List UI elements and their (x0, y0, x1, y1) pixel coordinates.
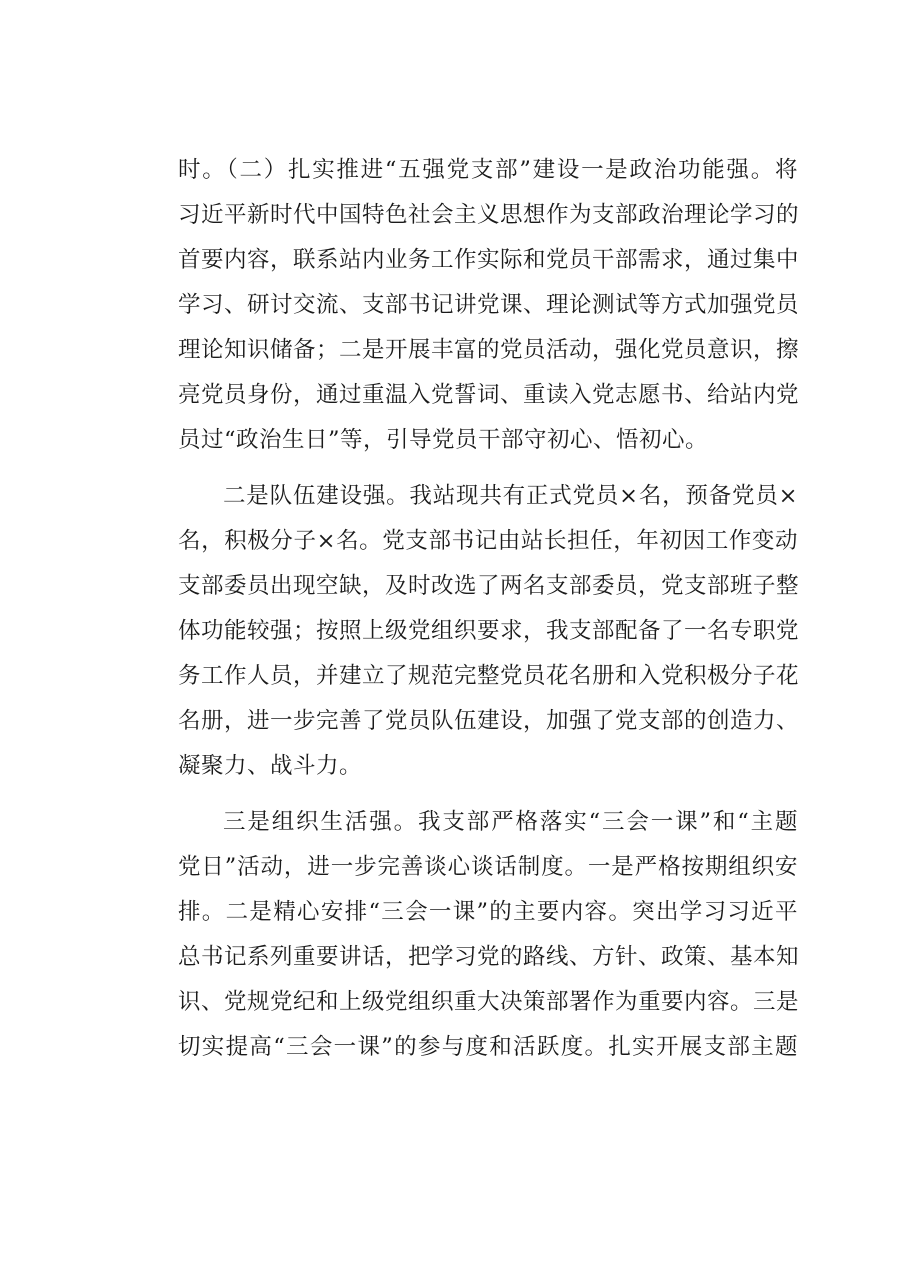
text-line: 切实提高“三会一课”的参与度和活跃度。扎实开展支部主题 (178, 1034, 798, 1060)
paragraph-spacer (178, 789, 798, 800)
text-line: 名册，进一步完善了党员队伍建设，加强了党支部的创造力、 (178, 708, 800, 734)
text-line: 支部委员出现空缺，及时改选了两名支部委员，党支部班子整 (178, 573, 800, 599)
paragraph-2 (178, 474, 798, 789)
text-line: 体功能较强；按照上级党组织要求，我支部配备了一名专职党 (178, 618, 800, 644)
text-line: 党日”活动，进一步完善谈心谈话制度。一是严格按期组织安 (178, 854, 798, 880)
text-line: 理论知识储备；二是开展丰富的党员活动，强化党员意识，擦 (178, 337, 800, 363)
paragraph-3 (178, 800, 798, 1070)
text-line: 亮党员身份，通过重温入党誓词、重读入党志愿书、给站内党 (178, 382, 800, 408)
text-line: 时。（二）扎实推进“五强党支部”建设一是政治功能强。将 (178, 157, 798, 183)
text-line: 二是队伍建设强。我站现共有正式党员×名，预备党员× (223, 483, 798, 509)
text-line: 首要内容，联系站内业务工作实际和党员干部需求，通过集中 (178, 247, 800, 273)
paragraph-1 (178, 148, 798, 463)
text-line: 名，积极分子×名。党支部书记由站长担任，年初因工作变动 (178, 528, 798, 554)
paragraph-spacer (178, 463, 798, 474)
text-line: 三是组织生活强。我支部严格落实“三会一课”和“主题 (223, 809, 798, 835)
text-line: 员过“政治生日”等，引导党员干部守初心、悟初心。 (178, 427, 709, 453)
text-line: 总书记系列重要讲话，把学习党的路线、方针、政策、基本知 (178, 944, 800, 970)
document-body (178, 148, 798, 1070)
text-line: 识、党规党纪和上级党组织重大决策部署作为重要内容。三是 (178, 989, 800, 1015)
text-line: 凝聚力、战斗力。 (178, 753, 363, 779)
text-line: 排。二是精心安排“三会一课”的主要内容。突出学习习近平 (178, 899, 798, 925)
text-line: 务工作人员，并建立了规范完整党员花名册和入党积极分子花 (178, 663, 800, 689)
text-line: 习近平新时代中国特色社会主义思想作为支部政治理论学习的 (178, 202, 800, 228)
text-line: 学习、研讨交流、支部书记讲党课、理论测试等方式加强党员 (178, 292, 800, 318)
